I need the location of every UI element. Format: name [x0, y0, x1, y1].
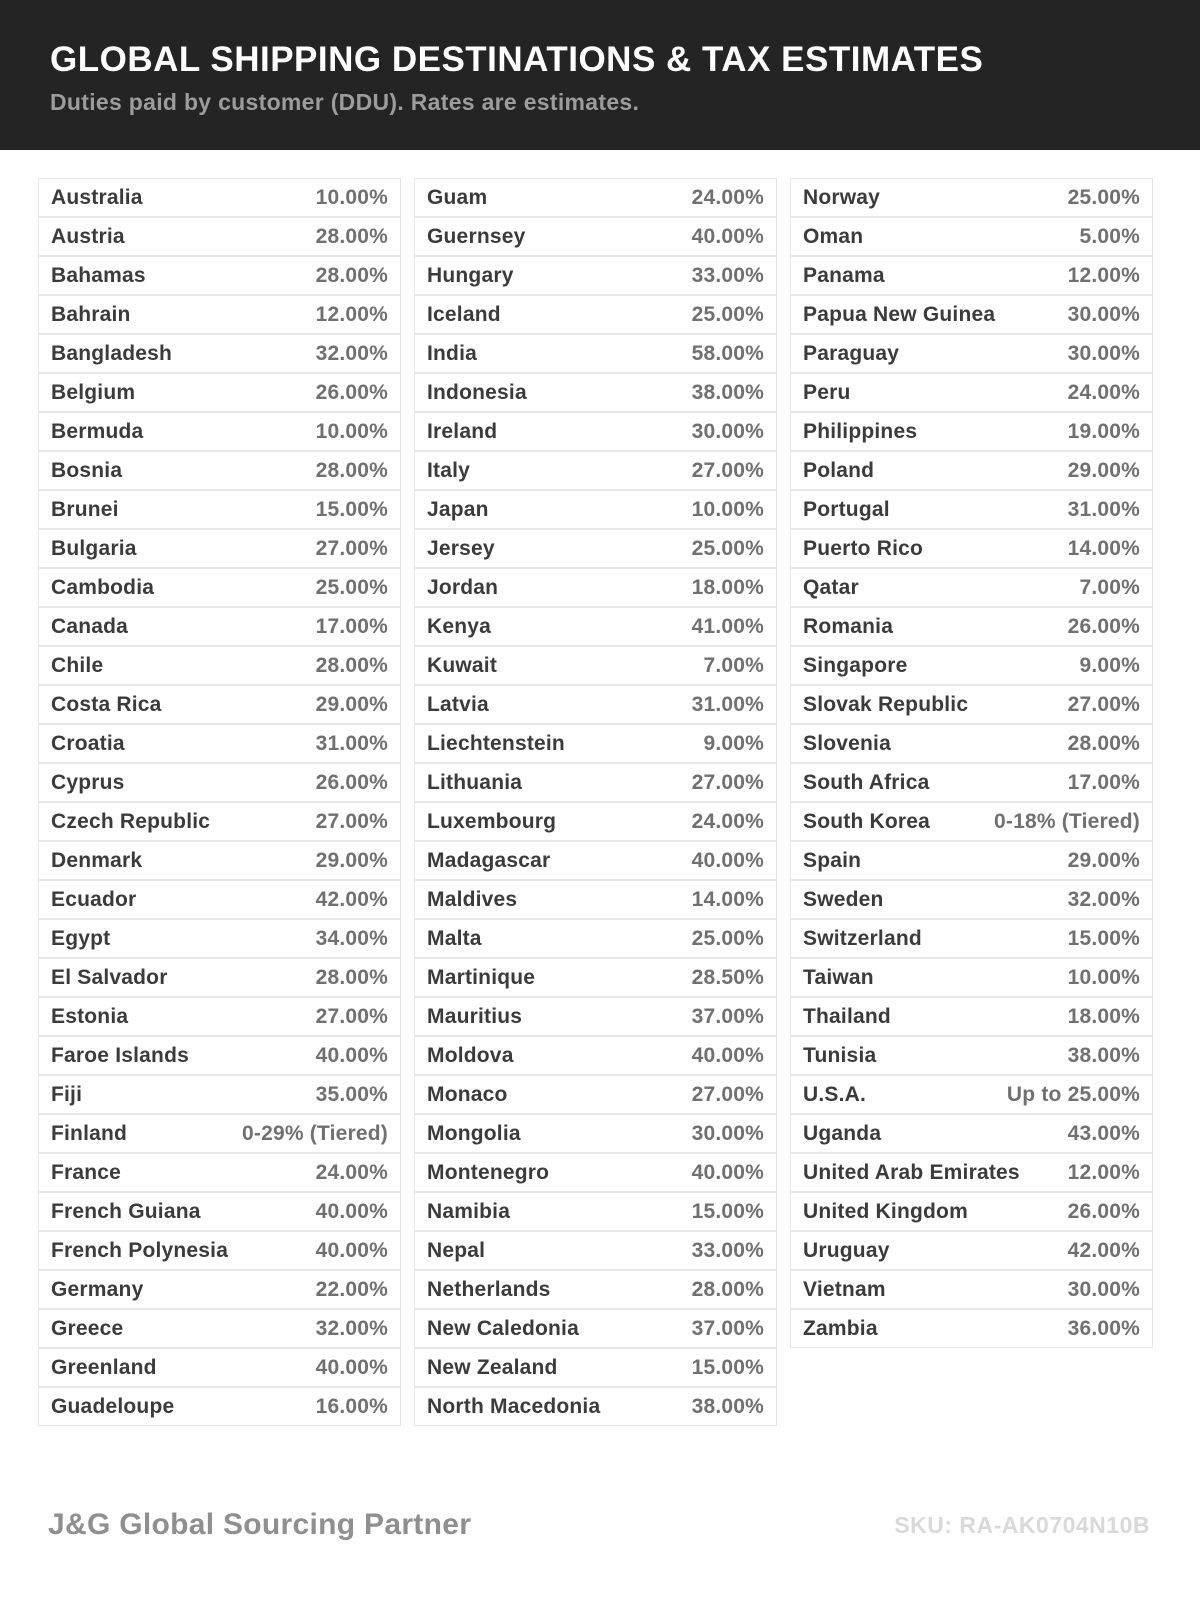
- tax-rate-value: 30.00%: [691, 1121, 764, 1145]
- table-row: [790, 295, 1153, 334]
- country-name: Slovak Republic: [803, 692, 969, 716]
- tax-rate-value: 25.00%: [1067, 185, 1140, 209]
- country-name: Croatia: [51, 731, 125, 755]
- table-row: [790, 763, 1153, 802]
- tax-rate-value: 40.00%: [691, 1043, 764, 1067]
- country-name: Uruguay: [803, 1238, 890, 1262]
- tax-rate-value: 12.00%: [315, 302, 388, 326]
- tax-rate-value: 40.00%: [315, 1238, 388, 1262]
- table-row: [790, 607, 1153, 646]
- country-name: Jersey: [427, 536, 495, 560]
- country-name: Bangladesh: [51, 341, 173, 365]
- table-row: [790, 997, 1153, 1036]
- tax-rate-value: 12.00%: [1067, 1160, 1140, 1184]
- country-name: Romania: [803, 614, 894, 638]
- country-name: Guam: [427, 185, 488, 209]
- tax-rate-value: 33.00%: [691, 1238, 764, 1262]
- table-row: [414, 490, 777, 529]
- table-row: [38, 880, 401, 919]
- table-row: [38, 451, 401, 490]
- tax-rate-value: 30.00%: [1067, 1277, 1140, 1301]
- country-name: Guadeloupe: [51, 1394, 175, 1418]
- tax-rate-value: 29.00%: [315, 692, 388, 716]
- tax-rate-value: 28.00%: [315, 653, 388, 677]
- country-name: Ecuador: [51, 887, 137, 911]
- country-name: Maldives: [427, 887, 518, 911]
- tax-rate-value: 24.00%: [1067, 380, 1140, 404]
- table-row: [414, 1309, 777, 1348]
- country-name: Malta: [427, 926, 482, 950]
- table-row: [790, 256, 1153, 295]
- table-row: [38, 178, 401, 217]
- tax-rate-value: 17.00%: [315, 614, 388, 638]
- tax-rate-value: 26.00%: [1067, 1199, 1140, 1223]
- table-row: [38, 1348, 401, 1387]
- tax-rate-value: 14.00%: [691, 887, 764, 911]
- table-row: [790, 217, 1153, 256]
- table-row: [790, 919, 1153, 958]
- table-row: [38, 1114, 401, 1153]
- tax-rate-value: 42.00%: [315, 887, 388, 911]
- country-name: Guernsey: [427, 224, 526, 248]
- country-name: Italy: [427, 458, 471, 482]
- table-row: [790, 724, 1153, 763]
- tax-column-3: [790, 178, 1153, 1348]
- tax-rate-value: 15.00%: [1067, 926, 1140, 950]
- table-row: [790, 1114, 1153, 1153]
- country-name: Faroe Islands: [51, 1043, 189, 1067]
- tax-rate-value: 30.00%: [691, 419, 764, 443]
- tax-rate-value: 29.00%: [315, 848, 388, 872]
- country-name: Germany: [51, 1277, 144, 1301]
- table-row: [790, 1075, 1153, 1114]
- table-row: [790, 880, 1153, 919]
- country-name: Indonesia: [427, 380, 527, 404]
- tax-rate-value: 15.00%: [315, 497, 388, 521]
- table-row: [414, 529, 777, 568]
- tax-rate-value: 32.00%: [315, 341, 388, 365]
- table-row: [414, 217, 777, 256]
- country-name: Greece: [51, 1316, 124, 1340]
- tax-rate-value: 26.00%: [1067, 614, 1140, 638]
- tax-rate-value: 9.00%: [1079, 653, 1140, 677]
- country-name: Australia: [51, 185, 143, 209]
- page-title: GLOBAL SHIPPING DESTINATIONS & TAX ESTIMATES: [50, 40, 984, 79]
- country-name: Mongolia: [427, 1121, 521, 1145]
- tax-rate-value: 27.00%: [691, 1082, 764, 1106]
- tax-rate-value: 17.00%: [1067, 770, 1140, 794]
- country-name: Liechtenstein: [427, 731, 565, 755]
- tax-rate-value: 40.00%: [691, 224, 764, 248]
- tax-rate-value: 29.00%: [1067, 458, 1140, 482]
- tax-rate-value: 42.00%: [1067, 1238, 1140, 1262]
- tax-rate-value: 31.00%: [691, 692, 764, 716]
- tax-rate-value: 28.00%: [315, 224, 388, 248]
- tax-rate-value: 15.00%: [691, 1355, 764, 1379]
- table-row: [790, 1036, 1153, 1075]
- country-name: Papua New Guinea: [803, 302, 996, 326]
- tax-rate-value: 38.00%: [1067, 1043, 1140, 1067]
- country-name: Paraguay: [803, 341, 900, 365]
- tax-rate-value: 32.00%: [315, 1316, 388, 1340]
- table-row: [414, 1114, 777, 1153]
- sku-text: SKU: RA-AK0704N10B: [894, 1511, 1150, 1538]
- table-row: [790, 802, 1153, 841]
- country-name: Austria: [51, 224, 125, 248]
- tax-rate-value: 24.00%: [691, 809, 764, 833]
- country-name: Monaco: [427, 1082, 508, 1106]
- table-row: [414, 334, 777, 373]
- country-name: Cambodia: [51, 575, 155, 599]
- table-row: [414, 646, 777, 685]
- table-row: [38, 412, 401, 451]
- table-row: [414, 412, 777, 451]
- tax-rate-value: 40.00%: [315, 1199, 388, 1223]
- tax-rate-value: 40.00%: [691, 848, 764, 872]
- country-name: North Macedonia: [427, 1394, 601, 1418]
- table-row: [414, 1387, 777, 1426]
- table-row: [414, 724, 777, 763]
- page-subtitle: Duties paid by customer (DDU). Rates are estimates.: [50, 89, 640, 115]
- country-name: South Africa: [803, 770, 930, 794]
- tax-rate-value: 7.00%: [1079, 575, 1140, 599]
- tax-rate-value: 24.00%: [691, 185, 764, 209]
- table-row: [414, 178, 777, 217]
- table-row: [38, 256, 401, 295]
- table-row: [38, 295, 401, 334]
- table-row: [414, 1270, 777, 1309]
- table-row: [790, 1270, 1153, 1309]
- table-row: [414, 841, 777, 880]
- country-name: Lithuania: [427, 770, 523, 794]
- country-name: Latvia: [427, 692, 489, 716]
- country-name: Bulgaria: [51, 536, 137, 560]
- tax-rate-value: 34.00%: [315, 926, 388, 950]
- tax-rate-value: 25.00%: [691, 536, 764, 560]
- country-name: Bermuda: [51, 419, 144, 443]
- country-name: Namibia: [427, 1199, 511, 1223]
- tax-rate-value: 27.00%: [1067, 692, 1140, 716]
- tax-rate-value: 43.00%: [1067, 1121, 1140, 1145]
- table-row: [38, 490, 401, 529]
- country-name: Ireland: [427, 419, 498, 443]
- country-name: United Arab Emirates: [803, 1160, 1020, 1184]
- table-row: [38, 919, 401, 958]
- table-row: [38, 1270, 401, 1309]
- country-name: Poland: [803, 458, 875, 482]
- tax-rate-value: 58.00%: [691, 341, 764, 365]
- country-name: Mauritius: [427, 1004, 523, 1028]
- country-name: Montenegro: [427, 1160, 550, 1184]
- tax-column-1: [38, 178, 401, 1426]
- country-name: Sweden: [803, 887, 884, 911]
- country-name: Qatar: [803, 575, 859, 599]
- table-row: [414, 997, 777, 1036]
- table-row: [38, 685, 401, 724]
- tax-rate-value: 10.00%: [315, 419, 388, 443]
- tax-rate-value: 0-18% (Tiered): [994, 809, 1140, 833]
- table-row: [38, 1153, 401, 1192]
- tax-rate-value: 10.00%: [691, 497, 764, 521]
- country-name: India: [427, 341, 478, 365]
- tax-rate-value: 0-29% (Tiered): [242, 1121, 388, 1145]
- country-name: Estonia: [51, 1004, 129, 1028]
- table-row: [414, 919, 777, 958]
- table-row: [414, 880, 777, 919]
- tax-rate-value: 27.00%: [315, 809, 388, 833]
- table-row: [414, 1192, 777, 1231]
- country-name: Peru: [803, 380, 851, 404]
- country-name: Finland: [51, 1121, 128, 1145]
- country-name: Moldova: [427, 1043, 514, 1067]
- country-name: Bahrain: [51, 302, 131, 326]
- table-row: [38, 217, 401, 256]
- tax-rate-value: 18.00%: [1067, 1004, 1140, 1028]
- table-row: [38, 1387, 401, 1426]
- country-name: Oman: [803, 224, 864, 248]
- table-row: [38, 646, 401, 685]
- table-row: [414, 373, 777, 412]
- tax-rate-value: 18.00%: [691, 575, 764, 599]
- country-name: Taiwan: [803, 965, 874, 989]
- table-row: [38, 1036, 401, 1075]
- brand-text: J&G Global Sourcing Partner: [48, 1508, 472, 1541]
- table-row: [38, 1192, 401, 1231]
- table-row: [414, 958, 777, 997]
- country-name: Luxembourg: [427, 809, 557, 833]
- tax-rate-value: 25.00%: [691, 926, 764, 950]
- tax-rate-value: 28.00%: [315, 458, 388, 482]
- country-name: Vietnam: [803, 1277, 886, 1301]
- country-name: Zambia: [803, 1316, 878, 1340]
- country-name: Bahamas: [51, 263, 146, 287]
- table-row: [790, 1153, 1153, 1192]
- tax-rate-value: 30.00%: [1067, 302, 1140, 326]
- tax-rate-value: 27.00%: [315, 1004, 388, 1028]
- country-name: Portugal: [803, 497, 890, 521]
- tax-rate-value: 25.00%: [691, 302, 764, 326]
- tax-rate-value: 7.00%: [703, 653, 764, 677]
- country-name: Spain: [803, 848, 862, 872]
- table-row: [790, 685, 1153, 724]
- country-name: Belgium: [51, 380, 136, 404]
- table-row: [38, 1309, 401, 1348]
- table-row: [38, 724, 401, 763]
- tax-rate-value: 10.00%: [315, 185, 388, 209]
- tax-rate-value: 28.00%: [691, 1277, 764, 1301]
- tax-rate-value: 9.00%: [703, 731, 764, 755]
- table-row: [38, 841, 401, 880]
- tax-rate-value: 29.00%: [1067, 848, 1140, 872]
- table-row: [790, 412, 1153, 451]
- table-row: [414, 1348, 777, 1387]
- footer: [48, 1508, 1150, 1542]
- country-name: New Zealand: [427, 1355, 558, 1379]
- tax-rate-value: 24.00%: [315, 1160, 388, 1184]
- table-row: [414, 607, 777, 646]
- country-name: Switzerland: [803, 926, 922, 950]
- table-row: [414, 295, 777, 334]
- country-name: Madagascar: [427, 848, 551, 872]
- country-name: Kenya: [427, 614, 492, 638]
- country-name: Greenland: [51, 1355, 157, 1379]
- table-row: [790, 334, 1153, 373]
- table-row: [38, 1231, 401, 1270]
- tax-rate-value: 40.00%: [691, 1160, 764, 1184]
- tax-rate-value: 36.00%: [1067, 1316, 1140, 1340]
- country-name: Singapore: [803, 653, 908, 677]
- country-name: New Caledonia: [427, 1316, 579, 1340]
- table-row: [790, 451, 1153, 490]
- tax-rate-value: 38.00%: [691, 380, 764, 404]
- country-name: Brunei: [51, 497, 119, 521]
- country-name: Netherlands: [427, 1277, 551, 1301]
- country-name: Martinique: [427, 965, 536, 989]
- table-row: [38, 763, 401, 802]
- country-name: South Korea: [803, 809, 931, 833]
- tax-rate-value: 15.00%: [691, 1199, 764, 1223]
- table-row: [790, 1231, 1153, 1270]
- table-row: [790, 958, 1153, 997]
- country-name: Jordan: [427, 575, 499, 599]
- tax-rate-value: 16.00%: [315, 1394, 388, 1418]
- country-name: Puerto Rico: [803, 536, 924, 560]
- country-name: Czech Republic: [51, 809, 211, 833]
- tax-rate-value: 38.00%: [691, 1394, 764, 1418]
- tax-rate-value: 31.00%: [1067, 497, 1140, 521]
- tax-rate-value: 33.00%: [691, 263, 764, 287]
- table-row: [38, 958, 401, 997]
- table-row: [790, 646, 1153, 685]
- table-row: [414, 1075, 777, 1114]
- country-name: Uganda: [803, 1121, 882, 1145]
- tax-rate-value: 37.00%: [691, 1004, 764, 1028]
- tax-rate-value: 27.00%: [691, 770, 764, 794]
- tax-rate-value: 28.00%: [1067, 731, 1140, 755]
- tax-rate-value: 5.00%: [1079, 224, 1140, 248]
- tax-rate-value: 30.00%: [1067, 341, 1140, 365]
- header-banner: [0, 0, 1200, 150]
- tax-rate-value: 40.00%: [315, 1355, 388, 1379]
- country-name: Japan: [427, 497, 489, 521]
- table-row: [414, 1153, 777, 1192]
- table-row: [38, 373, 401, 412]
- table-row: [38, 607, 401, 646]
- tax-rate-value: 31.00%: [315, 731, 388, 755]
- country-name: Hungary: [427, 263, 514, 287]
- country-name: Costa Rica: [51, 692, 162, 716]
- table-row: [790, 178, 1153, 217]
- country-name: Cyprus: [51, 770, 125, 794]
- tax-rate-table: [38, 178, 1153, 1426]
- country-name: Iceland: [427, 302, 501, 326]
- table-row: [414, 763, 777, 802]
- table-row: [414, 451, 777, 490]
- country-name: Bosnia: [51, 458, 123, 482]
- table-row: [790, 841, 1153, 880]
- tax-rate-value: 37.00%: [691, 1316, 764, 1340]
- table-row: [790, 490, 1153, 529]
- country-name: United Kingdom: [803, 1199, 968, 1223]
- tax-rate-value: 32.00%: [1067, 887, 1140, 911]
- tax-rate-value: 12.00%: [1067, 263, 1140, 287]
- country-name: Tunisia: [803, 1043, 877, 1067]
- country-name: Fiji: [51, 1082, 83, 1106]
- table-row: [38, 529, 401, 568]
- table-row: [38, 997, 401, 1036]
- tax-rate-value: 40.00%: [315, 1043, 388, 1067]
- table-row: [38, 1075, 401, 1114]
- country-name: Slovenia: [803, 731, 891, 755]
- country-name: Philippines: [803, 419, 918, 443]
- table-row: [38, 334, 401, 373]
- table-row: [414, 685, 777, 724]
- table-row: [790, 568, 1153, 607]
- tax-rate-value: 22.00%: [315, 1277, 388, 1301]
- table-row: [790, 1309, 1153, 1348]
- country-name: Norway: [803, 185, 881, 209]
- table-row: [414, 256, 777, 295]
- country-name: U.S.A.: [803, 1082, 867, 1106]
- table-row: [790, 373, 1153, 412]
- table-row: [38, 802, 401, 841]
- tax-rate-value: 26.00%: [315, 380, 388, 404]
- country-name: Chile: [51, 653, 104, 677]
- country-name: French Polynesia: [51, 1238, 229, 1262]
- tax-rate-value: 35.00%: [315, 1082, 388, 1106]
- country-name: El Salvador: [51, 965, 168, 989]
- table-row: [790, 1192, 1153, 1231]
- tax-rate-value: 19.00%: [1067, 419, 1140, 443]
- country-name: French Guiana: [51, 1199, 201, 1223]
- tax-rate-value: 28.00%: [315, 965, 388, 989]
- tax-rate-value: 28.50%: [691, 965, 764, 989]
- table-row: [414, 568, 777, 607]
- country-name: Egypt: [51, 926, 111, 950]
- tax-rate-value: Up to 25.00%: [1006, 1082, 1140, 1106]
- tax-rate-value: 25.00%: [315, 575, 388, 599]
- tax-rate-value: 41.00%: [691, 614, 764, 638]
- table-row: [38, 568, 401, 607]
- table-row: [790, 529, 1153, 568]
- country-name: Denmark: [51, 848, 143, 872]
- tax-column-2: [414, 178, 777, 1426]
- tax-rate-value: 27.00%: [691, 458, 764, 482]
- country-name: Kuwait: [427, 653, 498, 677]
- country-name: France: [51, 1160, 122, 1184]
- country-name: Nepal: [427, 1238, 486, 1262]
- tax-rate-value: 26.00%: [315, 770, 388, 794]
- table-row: [414, 1231, 777, 1270]
- country-name: Thailand: [803, 1004, 891, 1028]
- tax-rate-value: 28.00%: [315, 263, 388, 287]
- tax-rate-value: 10.00%: [1067, 965, 1140, 989]
- country-name: Canada: [51, 614, 129, 638]
- tax-rate-value: 27.00%: [315, 536, 388, 560]
- table-row: [414, 1036, 777, 1075]
- table-row: [414, 802, 777, 841]
- tax-rate-value: 14.00%: [1067, 536, 1140, 560]
- country-name: Panama: [803, 263, 885, 287]
